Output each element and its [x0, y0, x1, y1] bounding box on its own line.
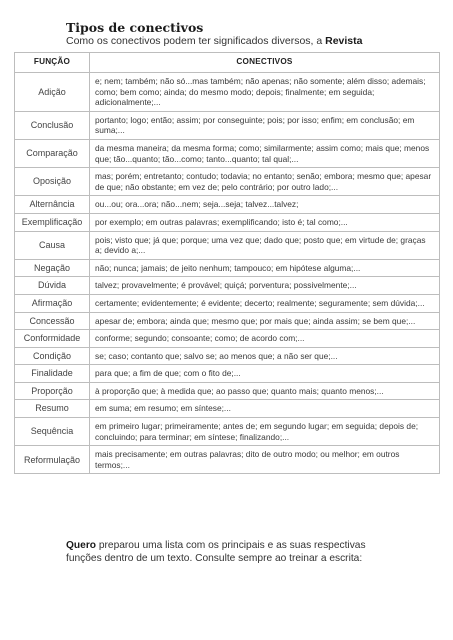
table-body: [15, 73, 440, 474]
connectives-cell: se; caso; contanto que; salvo se; ao menos que; a não ser que;...: [90, 347, 440, 365]
function-cell: Afirmação: [15, 294, 90, 312]
intro-text: [66, 35, 362, 47]
table-row: [15, 312, 440, 330]
table-row: [15, 382, 440, 400]
function-cell: Conclusão: [15, 111, 90, 139]
connectives-cell: portanto; logo; então; assim; por conseguinte; pois; por isso; enfim; em conclusão; em suma;...: [90, 111, 440, 139]
table-row: [15, 294, 440, 312]
table-header-row: [15, 53, 440, 73]
table-row: [15, 168, 440, 196]
closing-sentence: preparou uma lista com os principais e as suas respectivas funções dentro de um texto. Consulte sempre ao treinar a escrita:: [66, 540, 366, 564]
connectives-cell: pois; visto que; já que; porque; uma vez que; dado que; posto que; em virtude de; graças a; devido a;...: [90, 231, 440, 259]
connectives-cell: apesar de; embora; ainda que; mesmo que; por mais que; ainda assim; se bem que;...: [90, 312, 440, 330]
connectives-cell: mas; porém; entretanto; contudo; todavia; no entanto; senão; embora; mesmo que; apesar de que; não obstante; em vez de; pelo contrário; por outro lado;...: [90, 168, 440, 196]
connectives-table: [14, 52, 440, 474]
function-cell: Finalidade: [15, 365, 90, 383]
function-cell: Conformidade: [15, 330, 90, 348]
header-conectivos: CONECTIVOS: [90, 53, 440, 73]
function-cell: Oposição: [15, 168, 90, 196]
function-cell: Causa: [15, 231, 90, 259]
function-cell: Dúvida: [15, 277, 90, 295]
connectives-cell: para que; a fim de que; com o fito de;...: [90, 365, 440, 383]
table-row: [15, 213, 440, 231]
table-row: [15, 330, 440, 348]
table-row: [15, 196, 440, 214]
table-row: [15, 277, 440, 295]
table-row: [15, 418, 440, 446]
connectives-cell: por exemplo; em outras palavras; exemplificando; isto é; tal como;...: [90, 213, 440, 231]
table-head: [15, 53, 440, 73]
table-row: [15, 400, 440, 418]
connectives-cell: certamente; evidentemente; é evidente; decerto; realmente; seguramente; sem dúvida;...: [90, 294, 440, 312]
table-row: [15, 259, 440, 277]
function-cell: Sequência: [15, 418, 90, 446]
closing-text: [66, 539, 386, 565]
connectives-cell: à proporção que; à medida que; ao passo que; quanto mais; quanto menos;...: [90, 382, 440, 400]
connectives-cell: e; nem; também; não só...mas também; não apenas; não somente; além disso; ademais; como; bem como; ainda; do mesmo modo; depois; finalmente; em seguida; adicionalmente;...: [90, 73, 440, 112]
table-row: [15, 365, 440, 383]
function-cell: Resumo: [15, 400, 90, 418]
table-row: [15, 73, 440, 112]
connectives-cell: da mesma maneira; da mesma forma; como; similarmente; assim como; mais que; menos que; tão...quanto; tão...como; tanto...quanto; tal qual;...: [90, 139, 440, 167]
connectives-cell: conforme; segundo; consoante; como; de acordo com;...: [90, 330, 440, 348]
connectives-cell: mais precisamente; em outras palavras; dito de outro modo; ou melhor; em outros termos;...: [90, 446, 440, 474]
function-cell: Concessão: [15, 312, 90, 330]
page-title: Tipos de conectivos: [66, 20, 204, 35]
connectives-cell: ou...ou; ora...ora; não...nem; seja...seja; talvez...talvez;: [90, 196, 440, 214]
closing-highlight: Quero: [66, 540, 97, 551]
table-row: [15, 111, 440, 139]
function-cell: Exemplificação: [15, 213, 90, 231]
function-cell: Negação: [15, 259, 90, 277]
function-cell: Comparação: [15, 139, 90, 167]
function-cell: Alternância: [15, 196, 90, 214]
table-row: [15, 446, 440, 474]
function-cell: Condição: [15, 347, 90, 365]
table-row: [15, 231, 440, 259]
intro-sentence: Como os conectivos podem ter significados diversos, a: [66, 35, 326, 47]
intro-highlight: Revista: [325, 35, 363, 47]
function-cell: Reformulação: [15, 446, 90, 474]
connectives-cell: não; nunca; jamais; de jeito nenhum; tampouco; em hipótese alguma;...: [90, 259, 440, 277]
table-row: [15, 347, 440, 365]
function-cell: Adição: [15, 73, 90, 112]
table-row: [15, 139, 440, 167]
connectives-cell: em suma; em resumo; em síntese;...: [90, 400, 440, 418]
header-funcao: FUNÇÃO: [15, 53, 90, 73]
connectives-cell: talvez; provavelmente; é provável; quiçá; porventura; possivelmente;...: [90, 277, 440, 295]
function-cell: Proporção: [15, 382, 90, 400]
connectives-cell: em primeiro lugar; primeiramente; antes de; em segundo lugar; em seguida; depois de; concluindo; para terminar; em síntese; finalizando;...: [90, 418, 440, 446]
